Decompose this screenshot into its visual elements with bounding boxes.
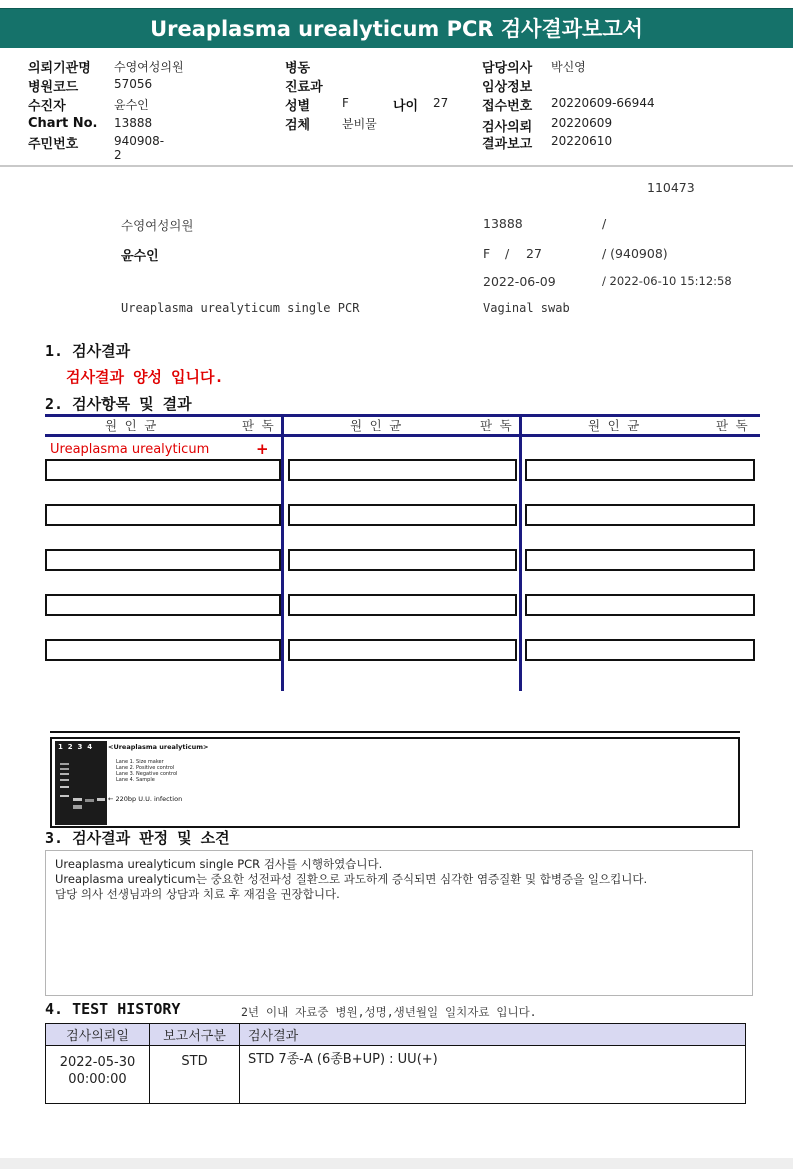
header-divider [0, 165, 793, 167]
history-type: STD [150, 1046, 240, 1104]
history-row-date [46, 1046, 150, 1104]
gel-top-rule [50, 731, 740, 733]
info-slash: / [602, 216, 607, 231]
label-sex: 성별 [285, 99, 311, 114]
value-request-date: 20220609 [551, 116, 613, 130]
info-age: 27 [526, 246, 542, 261]
history-col-type: 보고서구분 [150, 1024, 240, 1046]
empty-cell [45, 549, 281, 571]
label-report-date: 결과보고 [482, 137, 533, 152]
label-chart-no: Chart No. [28, 116, 98, 131]
history-col-result: 검사결과 [240, 1024, 746, 1046]
pathogen-name: Ureaplasma urealyticum [50, 442, 210, 457]
empty-cell [525, 594, 755, 616]
result-positive: 검사결과 양성 입니다. [66, 368, 224, 386]
info-date-2: / 2022-06-10 15:12:58 [602, 274, 732, 288]
info-slash-2: / [505, 246, 510, 261]
value-sex: F [342, 96, 349, 110]
history-table [45, 1023, 746, 1104]
history-time: 00:00:00 [68, 1072, 127, 1087]
empty-cell [525, 504, 755, 526]
value-resident-no: 940908-2 [114, 134, 165, 162]
col-header-reading-1: 판 독 [242, 418, 274, 433]
opinion-box [45, 850, 753, 996]
value-chart-no: 13888 [114, 116, 153, 130]
empty-cell [288, 549, 517, 571]
col-header-pathogen-3: 원 인 균 [588, 418, 640, 433]
info-specimen: Vaginal swab [483, 301, 570, 315]
section-3-title: 3. 검사결과 판정 및 소견 [45, 829, 230, 847]
gel-band-label [108, 795, 182, 803]
section-4-title: 4. TEST HISTORY [45, 1000, 181, 1018]
label-specimen: 검체 [285, 118, 311, 133]
empty-cell [45, 639, 281, 661]
history-header-row [46, 1024, 746, 1046]
label-request-date: 검사의뢰 [482, 120, 533, 135]
gel-lane-legend [116, 759, 177, 783]
grid-header-line [45, 434, 760, 437]
pathogen-result: + [256, 440, 269, 458]
col-header-reading-2: 판 독 [480, 418, 512, 433]
report-code: 110473 [647, 180, 695, 195]
empty-cell [45, 504, 281, 526]
history-date: 2022-05-30 [59, 1055, 136, 1070]
label-ward: 병동 [285, 61, 311, 76]
section-1-title: 1. 검사결과 [45, 342, 131, 360]
info-patient: 윤수인 [121, 249, 159, 264]
label-patient: 수진자 [28, 99, 66, 114]
label-receipt-no: 접수번호 [482, 99, 533, 114]
gel-lane-4: Lane 4. Sample [116, 777, 155, 783]
gel-title: <Ureaplasma urealyticum> [108, 743, 209, 751]
info-id: / (940908) [602, 246, 668, 261]
value-specimen: 분비물 [342, 117, 377, 131]
history-note: 2년 이내 자료중 병원,성명,생년월일 일치자료 입니다. [241, 1005, 537, 1019]
value-patient: 윤수인 [114, 98, 149, 112]
value-receipt-no: 20220609-66944 [551, 96, 655, 110]
empty-cell [525, 639, 755, 661]
empty-cell [525, 549, 755, 571]
col-header-pathogen-2: 원 인 균 [350, 418, 402, 433]
opinion-line-3: 담당 의사 선생님과의 상담과 치료 후 재검을 권장합니다. [55, 887, 340, 901]
gel-bands [55, 741, 107, 825]
col-header-reading-3: 판 독 [716, 418, 748, 433]
page-footer-band [0, 1158, 793, 1169]
label-doctor: 담당의사 [482, 61, 533, 76]
label-hospital-code: 병원코드 [28, 80, 79, 95]
info-test-name: Ureaplasma urealyticum single PCR [121, 301, 360, 315]
report-title: Ureaplasma urealyticum PCR 검사결과보고서 [150, 17, 643, 41]
label-resident-no: 주민번호 [28, 137, 79, 152]
gel-lane-3: Lane 3. Negative control [116, 771, 178, 777]
report-title-bar [0, 8, 793, 48]
grid-divider-1 [281, 414, 284, 691]
value-hospital-code: 57056 [114, 77, 153, 91]
gel-lane-1: Lane 1. Size maker [116, 759, 164, 765]
gel-lane-2: Lane 2. Positive control [116, 765, 175, 771]
history-result: STD 7종-A (6종B+UP) : UU(+) [240, 1046, 746, 1104]
label-age: 나이 [393, 99, 419, 114]
empty-cell [288, 459, 517, 481]
history-col-date: 검사의뢰일 [46, 1024, 150, 1046]
empty-cell [288, 504, 517, 526]
label-clinical-info: 임상정보 [482, 80, 533, 95]
arrow-left-icon: ← [108, 795, 116, 803]
gel-lane-numbers: 1 2 3 4 [58, 743, 93, 751]
empty-cell [288, 594, 517, 616]
info-sex: F [483, 246, 491, 261]
empty-cell [45, 594, 281, 616]
label-department: 진료과 [285, 80, 323, 95]
opinion-line-2: Ureaplasma urealyticum는 중요한 성전파성 질환으로 과도하게 증식되면 심각한 염증질환 및 합병증을 일으킵니다. [55, 872, 648, 886]
gel-band-text: 220bp U.U. infection [115, 795, 183, 803]
gel-image [55, 741, 107, 825]
empty-cell [45, 459, 281, 481]
value-report-date: 20220610 [551, 134, 613, 148]
section-2-title: 2. 검사항목 및 결과 [45, 395, 192, 413]
opinion-line-1: Ureaplasma urealyticum single PCR 검사를 시행하였습니다. [55, 857, 383, 871]
value-age: 27 [433, 96, 449, 110]
value-doctor: 박신영 [551, 60, 586, 74]
value-institution: 수영여성의원 [114, 60, 184, 74]
label-institution: 의뢰기관명 [28, 61, 91, 76]
grid-divider-2 [519, 414, 522, 691]
info-date-1: 2022-06-09 [483, 274, 556, 289]
history-row [46, 1046, 746, 1104]
info-clinic: 수영여성의원 [121, 218, 194, 233]
empty-cell [288, 639, 517, 661]
info-chart: 13888 [483, 216, 523, 231]
col-header-pathogen-1: 원 인 균 [105, 418, 157, 433]
empty-cell [525, 459, 755, 481]
